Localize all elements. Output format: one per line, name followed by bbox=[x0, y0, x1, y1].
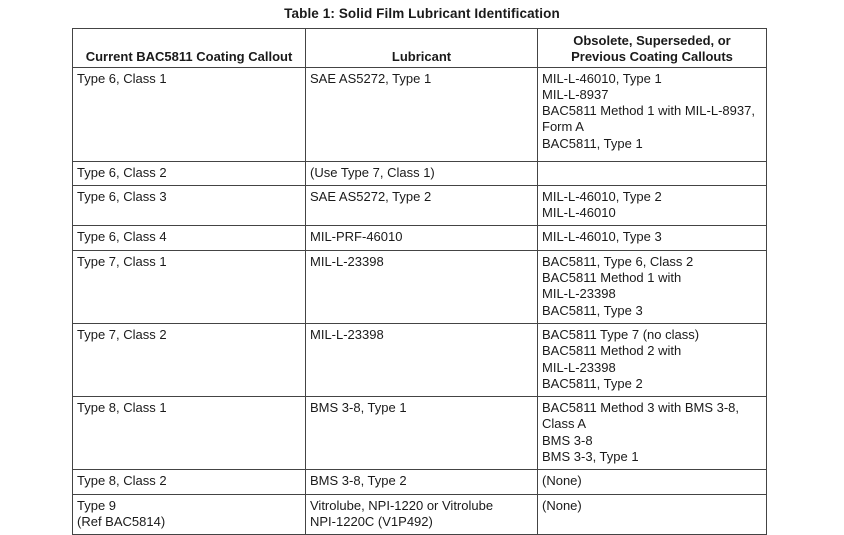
cell-line: Type 7, Class 2 bbox=[77, 326, 167, 342]
cell-line: (Ref BAC5814) bbox=[77, 513, 166, 529]
cell-line: BAC5811, Type 2 bbox=[542, 375, 643, 391]
table-row bbox=[73, 185, 767, 226]
lubricant-table bbox=[72, 28, 767, 535]
cell-line: MIL-L-46010, Type 3 bbox=[542, 229, 662, 245]
cell-previous bbox=[538, 323, 767, 396]
cell-line: MIL-L-46010, Type 2 bbox=[542, 188, 662, 204]
cell-previous bbox=[538, 397, 767, 470]
cell-line: Type 6, Class 4 bbox=[77, 229, 167, 245]
cell-line: BAC5811, Type 6, Class 2 bbox=[542, 253, 694, 269]
cell-callout bbox=[73, 67, 306, 161]
cell-line: BAC5811 Method 1 with MIL-L-8937, bbox=[542, 103, 755, 119]
cell-line: SAE AS5272, Type 1 bbox=[310, 70, 432, 86]
cell-line: BAC5811 Method 2 with bbox=[542, 343, 682, 359]
cell-line: MIL-L-23398 bbox=[542, 359, 616, 375]
table-row bbox=[73, 67, 767, 161]
cell-lubricant bbox=[306, 494, 538, 535]
cell-line: Type 8, Class 2 bbox=[77, 473, 167, 489]
table-row bbox=[73, 323, 767, 396]
cell-line: BMS 3-8, Type 1 bbox=[310, 400, 407, 416]
cell-line: Class A bbox=[542, 416, 587, 432]
cell-line: Form A bbox=[542, 119, 584, 135]
cell-lubricant bbox=[306, 250, 538, 323]
cell-line: BAC5811 Type 7 (no class) bbox=[542, 326, 700, 342]
cell-line: MIL-L-8937 bbox=[542, 86, 609, 102]
table-header-row bbox=[73, 29, 767, 68]
cell-line: MIL-L-23398 bbox=[310, 326, 384, 342]
cell-callout bbox=[73, 161, 306, 185]
header-previous-line2: Previous Coating Callouts bbox=[571, 49, 733, 65]
cell-lubricant bbox=[306, 397, 538, 470]
cell-line: BAC5811, Type 1 bbox=[542, 135, 643, 151]
cell-line: Type 6, Class 1 bbox=[77, 70, 167, 86]
cell-lubricant bbox=[306, 226, 538, 250]
cell-callout bbox=[73, 494, 306, 535]
cell-line: (None) bbox=[542, 473, 582, 489]
cell-line: Type 6, Class 3 bbox=[77, 188, 167, 204]
cell-previous bbox=[538, 67, 767, 161]
cell-line: (None) bbox=[542, 497, 582, 513]
header-current-callout: Current BAC5811 Coating Callout bbox=[73, 29, 306, 68]
table-row bbox=[73, 397, 767, 470]
table-row bbox=[73, 226, 767, 250]
table-body bbox=[73, 67, 767, 535]
cell-previous bbox=[538, 161, 767, 185]
cell-line: BMS 3-8 bbox=[542, 432, 593, 448]
header-lubricant: Lubricant bbox=[306, 29, 538, 68]
cell-callout bbox=[73, 250, 306, 323]
table-row bbox=[73, 494, 767, 535]
cell-line: BAC5811 Method 1 with bbox=[542, 270, 682, 286]
cell-callout bbox=[73, 323, 306, 396]
cell-line: Type 7, Class 1 bbox=[77, 253, 167, 269]
cell-line: BMS 3-8, Type 2 bbox=[310, 473, 407, 489]
cell-line: Type 6, Class 2 bbox=[77, 164, 167, 180]
cell-line: MIL-L-23398 bbox=[310, 253, 384, 269]
cell-lubricant bbox=[306, 161, 538, 185]
cell-line: Vitrolube, NPI-1220 or Vitrolube bbox=[310, 497, 494, 513]
cell-line: (Use Type 7, Class 1) bbox=[310, 164, 435, 180]
header-previous-callouts bbox=[538, 29, 767, 68]
cell-lubricant bbox=[306, 185, 538, 226]
cell-callout bbox=[73, 226, 306, 250]
cell-line: MIL-PRF-46010 bbox=[310, 229, 403, 245]
cell-previous bbox=[538, 470, 767, 494]
cell-previous bbox=[538, 226, 767, 250]
cell-callout bbox=[73, 397, 306, 470]
cell-line: Type 9 bbox=[77, 497, 117, 513]
cell-lubricant bbox=[306, 323, 538, 396]
cell-lubricant bbox=[306, 67, 538, 161]
cell-line: BAC5811 Method 3 with BMS 3-8, bbox=[542, 400, 740, 416]
cell-line: MIL-L-46010 bbox=[542, 205, 616, 221]
cell-callout bbox=[73, 470, 306, 494]
table-row bbox=[73, 470, 767, 494]
table-row bbox=[73, 161, 767, 185]
cell-lubricant bbox=[306, 470, 538, 494]
header-previous-line1: Obsolete, Superseded, or bbox=[573, 33, 731, 48]
cell-line: NPI-1220C (V1P492) bbox=[310, 513, 433, 529]
cell-line: BMS 3-3, Type 1 bbox=[542, 449, 639, 465]
cell-line: Type 8, Class 1 bbox=[77, 400, 167, 416]
cell-previous bbox=[538, 250, 767, 323]
cell-previous bbox=[538, 185, 767, 226]
cell-line: SAE AS5272, Type 2 bbox=[310, 188, 432, 204]
cell-line: MIL-L-46010, Type 1 bbox=[542, 70, 662, 86]
cell-previous bbox=[538, 494, 767, 535]
cell-callout bbox=[73, 185, 306, 226]
table-title: Table 1: Solid Film Lubricant Identification bbox=[284, 6, 560, 21]
cell-line: MIL-L-23398 bbox=[542, 286, 616, 302]
cell-line: BAC5811, Type 3 bbox=[542, 302, 643, 318]
table-row bbox=[73, 250, 767, 323]
